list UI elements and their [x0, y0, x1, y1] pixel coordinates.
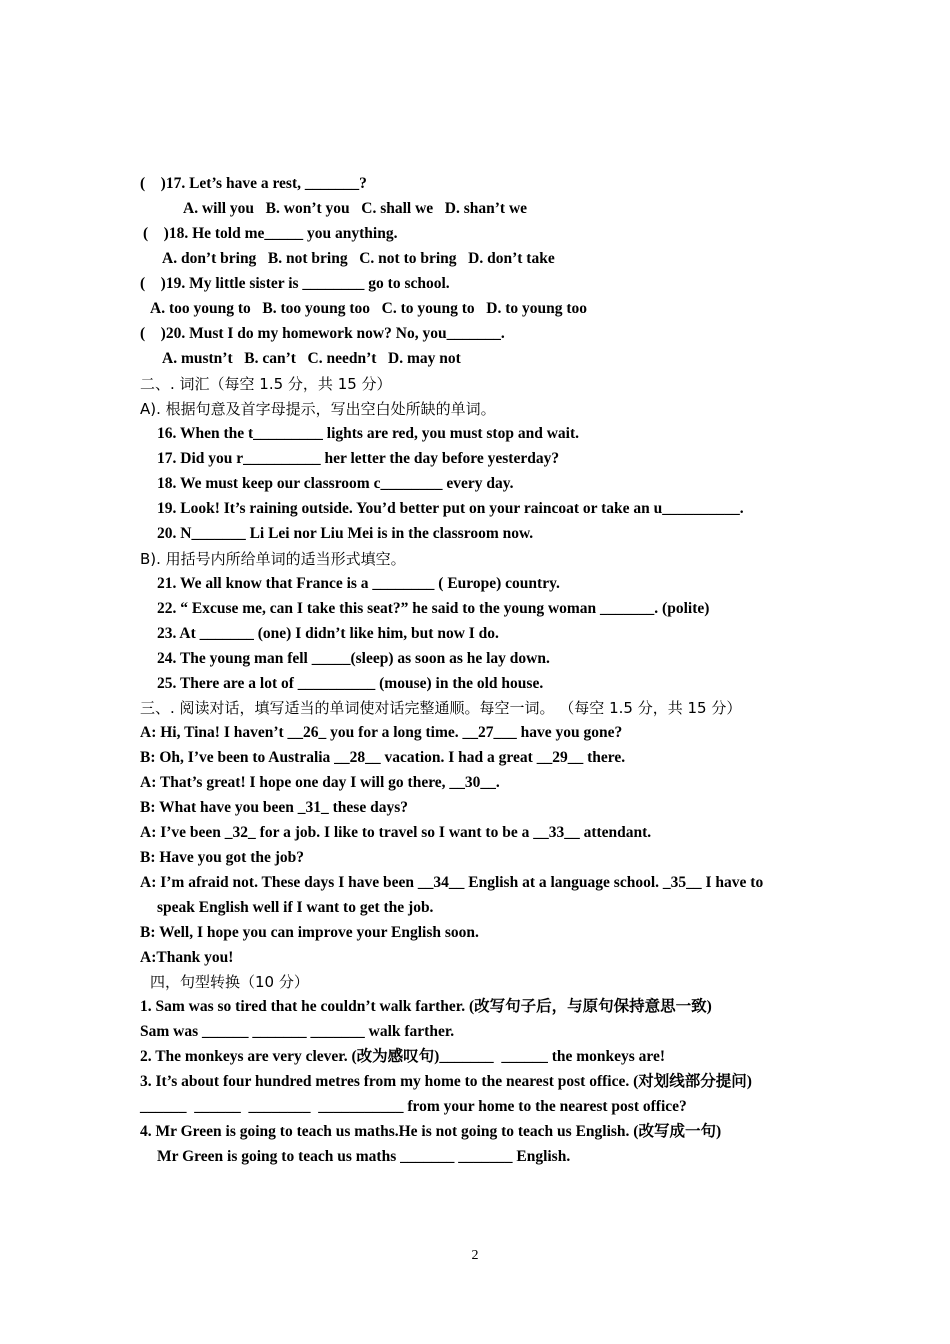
dialogue-line: B: Have you got the job? [140, 849, 305, 866]
page-number: 2 [471, 1248, 479, 1263]
section-2a-instruction: A). 根据句意及首字母提示，写出空白处所缺的单词。 [140, 400, 496, 418]
options-17: A. will you B. won’t you C. shall we D. shan’t we [183, 200, 528, 217]
question-17: ( )17. Let’s have a rest, _______? [140, 175, 367, 192]
section-2b-instruction: B). 用括号内所给单词的适当形式填空。 [140, 550, 406, 568]
section-4-heading: 四，句型转换（10 分） [150, 973, 309, 991]
vocab-item-20: 20. N_______ Li Lei nor Liu Mei is in the classroom now. [157, 525, 534, 542]
transform-item-1: 1. Sam was so tired that he couldn’t walk farther. (改写句子后，与原句保持意思一致) [140, 998, 712, 1015]
options-20: A. mustn’t B. can’t C. needn’t D. may not [162, 350, 461, 367]
question-18: ( )18. He told me_____ you anything. [143, 225, 398, 242]
dialogue-line: B: Well, I hope you can improve your English soon. [140, 924, 479, 941]
options-19: A. too young to B. too young too C. to young to D. to young too [150, 300, 588, 317]
vocab-item-17: 17. Did you r__________ her letter the day before yesterday? [157, 450, 560, 467]
form-item-21: 21. We all know that France is a ________ ( Europe) country. [157, 575, 560, 592]
dialogue-line-continued: speak English well if I want to get the job. [157, 899, 434, 916]
form-item-24: 24. The young man fell _____(sleep) as soon as he lay down. [157, 650, 550, 667]
dialogue-line: A: I’m afraid not. These days I have been __34__ English at a language school. _35__ I have to [140, 874, 764, 891]
dialogue-line: B: What have you been _31_ these days? [140, 799, 408, 816]
dialogue-line: A: That’s great! I hope one day I will go there, __30__. [140, 774, 500, 791]
dialogue-line: A: I’ve been _32_ for a job. I like to travel so I want to be a __33__ attendant. [140, 824, 652, 841]
vocab-item-18: 18. We must keep our classroom c________ every day. [157, 475, 514, 492]
section-2-heading: 二、. 词汇（每空 1.5 分，共 15 分） [140, 375, 392, 393]
transform-item-4: 4. Mr Green is going to teach us maths.He is not going to teach us English. (改写成一句) [140, 1123, 722, 1140]
form-item-25: 25. There are a lot of __________ (mouse) in the old house. [157, 675, 544, 692]
transform-item-2: 2. The monkeys are very clever. (改为感叹句)_______ ______ the monkeys are! [140, 1048, 666, 1065]
form-item-22: 22. “ Excuse me, can I take this seat?” he said to the young woman _______. (polite) [157, 600, 710, 617]
transform-item-3: 3. It’s about four hundred metres from my home to the nearest post office. (对划线部分提问) [140, 1073, 752, 1090]
transform-answer-4: Mr Green is going to teach us maths _______ _______ English. [157, 1148, 571, 1165]
transform-answer-3: ______ ______ ________ ___________ from your home to the nearest post office? [140, 1098, 687, 1115]
dialogue-line: A: Hi, Tina! I haven’t __26_ you for a long time. __27___ have you gone? [140, 724, 623, 741]
question-20: ( )20. Must I do my homework now? No, you_______. [140, 325, 505, 342]
form-item-23: 23. At _______ (one) I didn’t like him, but now I do. [157, 625, 499, 642]
section-3-heading: 三、. 阅读对话，填写适当的单词使对话完整通顺。每空一词。 （每空 1.5 分，共 15 分） [140, 699, 742, 717]
transform-answer-1: Sam was ______ _______ _______ walk farther. [140, 1023, 455, 1040]
vocab-item-19: 19. Look! It’s raining outside. You’d better put on your raincoat or take an u__________. [157, 500, 744, 517]
dialogue-line: B: Oh, I’ve been to Australia __28__ vacation. I had a great __29__ there. [140, 749, 626, 766]
question-19: ( )19. My little sister is ________ go to school. [140, 275, 450, 292]
options-18: A. don’t bring B. not bring C. not to bring D. don’t take [162, 250, 555, 267]
dialogue-line: A:Thank you! [140, 949, 234, 966]
vocab-item-16: 16. When the t_________ lights are red, you must stop and wait. [157, 425, 579, 442]
